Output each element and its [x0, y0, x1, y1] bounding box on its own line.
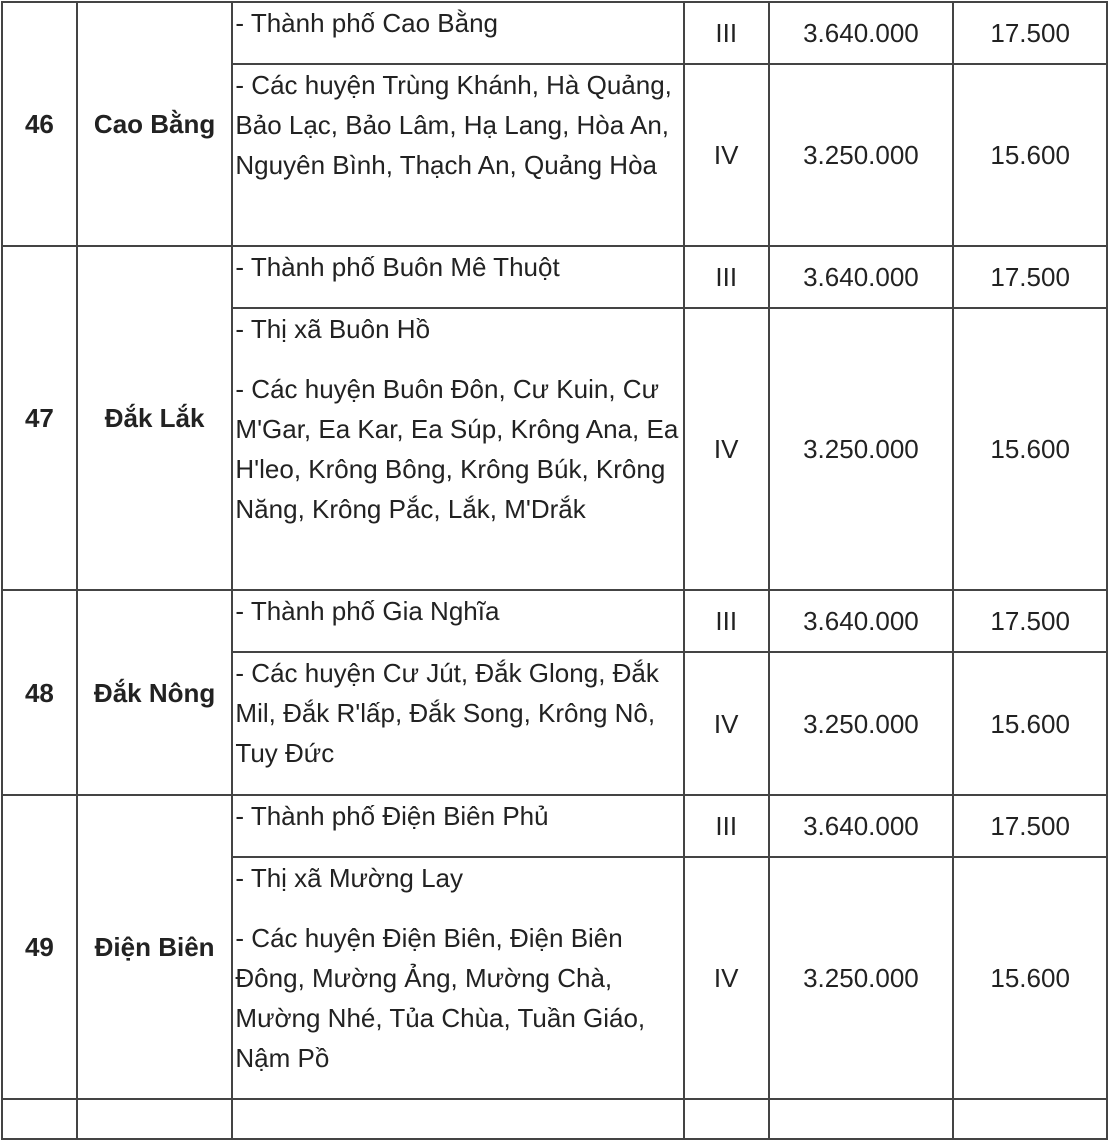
minimum-wage-table	[1, 1, 1108, 1140]
hourly-wage-cell: 15.600	[953, 308, 1107, 590]
hourly-wage-cell: 17.500	[953, 246, 1107, 308]
area-cell	[232, 590, 683, 652]
monthly-wage-cell	[769, 1099, 954, 1139]
hourly-wage-cell: 17.500	[953, 795, 1107, 857]
region-cell: III	[684, 2, 769, 64]
hourly-wage-cell	[953, 1099, 1107, 1139]
region-cell: III	[684, 246, 769, 308]
hourly-wage-cell: 15.600	[953, 857, 1107, 1099]
table-row	[2, 246, 1107, 308]
monthly-wage-cell: 3.250.000	[769, 308, 954, 590]
monthly-wage-cell: 3.640.000	[769, 246, 954, 308]
table-row	[2, 795, 1107, 857]
hourly-wage-cell: 17.500	[953, 590, 1107, 652]
table-row-partial	[2, 1099, 1107, 1139]
area-cell	[232, 64, 683, 246]
table-row	[2, 590, 1107, 652]
monthly-wage-cell: 3.250.000	[769, 857, 954, 1099]
area-text: - Thành phố Điện Biên Phủ	[235, 801, 549, 831]
province-cell	[77, 1099, 233, 1139]
area-cell	[232, 308, 683, 590]
area-text: - Thị xã Buôn Hồ	[235, 314, 431, 344]
area-text: - Thành phố Gia Nghĩa	[235, 596, 500, 626]
stt-cell: 47	[2, 246, 77, 590]
monthly-wage-cell: 3.250.000	[769, 652, 954, 795]
area-cell	[232, 2, 683, 64]
province-cell: Điện Biên	[77, 795, 233, 1099]
area-text: - Thành phố Cao Bằng	[235, 8, 499, 38]
province-cell: Cao Bằng	[77, 2, 233, 246]
hourly-wage-cell: 17.500	[953, 2, 1107, 64]
area-text: - Các huyện Điện Biên, Điện Biên Đông, Mường Ảng, Mường Chà, Mường Nhé, Tủa Chùa, Tuần Giáo, Nậm Pồ	[235, 923, 646, 1073]
region-cell	[684, 1099, 769, 1139]
region-cell: IV	[684, 308, 769, 590]
stt-cell: 48	[2, 590, 77, 795]
area-cell	[232, 857, 683, 1099]
table-row	[2, 2, 1107, 64]
monthly-wage-cell: 3.640.000	[769, 795, 954, 857]
stt-cell	[2, 1099, 77, 1139]
monthly-wage-cell: 3.640.000	[769, 590, 954, 652]
area-text: - Thị xã Mường Lay	[235, 863, 464, 893]
province-cell: Đắk Lắk	[77, 246, 233, 590]
monthly-wage-cell: 3.250.000	[769, 64, 954, 246]
region-cell: IV	[684, 652, 769, 795]
stt-cell: 49	[2, 795, 77, 1099]
area-text: - Thành phố Buôn Mê Thuột	[235, 252, 560, 282]
province-cell: Đắk Nông	[77, 590, 233, 795]
area-cell	[232, 652, 683, 795]
area-cell	[232, 1099, 683, 1139]
area-cell	[232, 246, 683, 308]
area-text: - Các huyện Buôn Đôn, Cư Kuin, Cư M'Gar, Ea Kar, Ea Súp, Krông Ana, Ea H'leo, Krông Bông, Krông Búk, Krông Năng, Krông Pắc, Lắk, M'Drắk	[235, 374, 679, 524]
area-text: - Các huyện Trùng Khánh, Hà Quảng, Bảo Lạc, Bảo Lâm, Hạ Lang, Hòa An, Nguyên Bình, Thạch An, Quảng Hòa	[235, 70, 672, 180]
region-cell: III	[684, 795, 769, 857]
stt-cell: 46	[2, 2, 77, 246]
area-text: - Các huyện Cư Jút, Đắk Glong, Đắk Mil, Đắk R'lấp, Đắk Song, Krông Nô, Tuy Đức	[235, 658, 659, 768]
hourly-wage-cell: 15.600	[953, 652, 1107, 795]
region-cell: IV	[684, 857, 769, 1099]
area-cell	[232, 795, 683, 857]
region-cell: III	[684, 590, 769, 652]
hourly-wage-cell: 15.600	[953, 64, 1107, 246]
monthly-wage-cell: 3.640.000	[769, 2, 954, 64]
region-cell: IV	[684, 64, 769, 246]
